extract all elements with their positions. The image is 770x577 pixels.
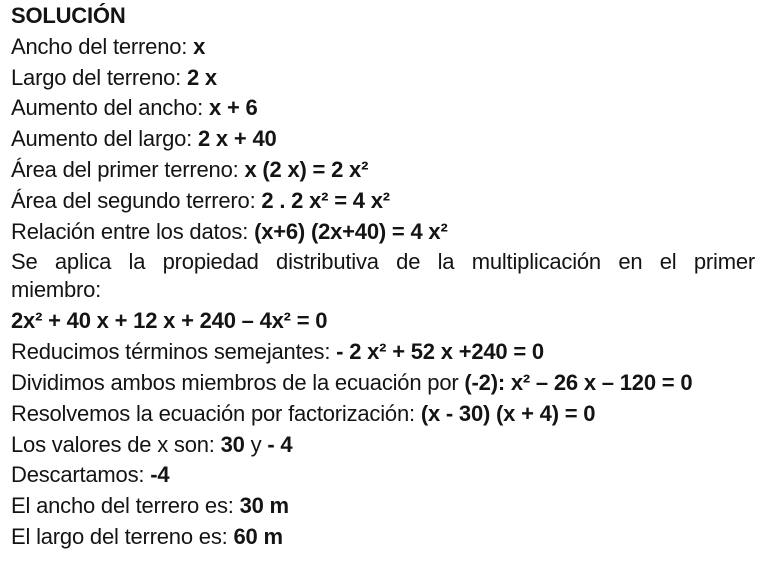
- length-value: 2 x: [186, 64, 217, 90]
- root-value-2: - 4: [267, 431, 293, 457]
- result-width-line: [11, 491, 760, 522]
- relation-line: [11, 217, 760, 248]
- distributive-text-continuation: miembro:: [11, 277, 102, 303]
- reduce-step-label: Reducimos términos semejantes:: [11, 339, 337, 365]
- roots-label: Los valores de x son:: [11, 431, 221, 457]
- result-width-label: El ancho del terrero es:: [11, 493, 240, 519]
- width-increase-label: Aumento del ancho:: [11, 95, 210, 121]
- discard-value: -4: [150, 462, 170, 488]
- root-value-1: 30: [220, 431, 245, 457]
- second-area-value: 2 . 2 x² = 4 x²: [261, 187, 390, 213]
- length-increase-label: Aumento del largo:: [11, 126, 198, 152]
- relation-value: (x+6) (2x+40) = 4 x²: [254, 218, 448, 244]
- width-increase-value: x + 6: [209, 95, 258, 121]
- factor-step-line: [11, 399, 760, 430]
- discard-label: Descartamos:: [11, 462, 151, 488]
- first-area-value: x (2 x) = 2 x²: [244, 156, 369, 182]
- result-length-line: [11, 522, 760, 553]
- factor-step-label: Resolvemos la ecuación por factorización:: [11, 400, 421, 426]
- second-area-line: [11, 186, 760, 217]
- relation-label: Relación entre los datos:: [11, 218, 255, 244]
- first-area-line: [11, 155, 760, 186]
- result-length-label: El largo del terreno es:: [11, 523, 234, 549]
- divide-step-label: Dividimos ambos miembros de la ecuación por: [11, 369, 465, 395]
- factor-step-value: (x - 30) (x + 4) = 0: [420, 400, 596, 426]
- divide-step-line: [11, 368, 760, 399]
- width-label: Ancho del terreno:: [11, 33, 194, 59]
- solution-title: SOLUCIÓN: [11, 3, 126, 28]
- roots-connector: y: [244, 431, 268, 457]
- length-line: [11, 63, 760, 94]
- reduce-step-value: - 2 x² + 52 x +240 = 0: [336, 339, 544, 365]
- result-length-value: 60 m: [233, 523, 283, 549]
- first-area-label: Área del primer terreno:: [11, 156, 245, 182]
- discard-line: [11, 460, 760, 491]
- length-increase-value: 2 x + 40: [197, 126, 277, 152]
- solution-document: [0, 1, 760, 553]
- expanded-equation: 2x² + 40 x + 12 x + 240 – 4x² = 0: [11, 308, 328, 334]
- width-increase-line: [11, 93, 760, 124]
- width-value: x: [193, 33, 206, 59]
- expanded-equation-line: [11, 306, 760, 337]
- roots-line: [11, 430, 760, 461]
- reduce-step-line: [11, 337, 760, 368]
- distributive-text: Se aplica la propiedad distributiva de la multiplicación en el primer: [11, 249, 755, 275]
- divide-step-value: (-2): x² – 26 x – 120 = 0: [464, 369, 693, 395]
- width-line: [11, 32, 760, 63]
- length-label: Largo del terreno:: [11, 64, 187, 90]
- result-width-value: 30 m: [239, 493, 289, 519]
- second-area-label: Área del segundo terrero:: [11, 187, 262, 213]
- length-increase-line: [11, 124, 760, 155]
